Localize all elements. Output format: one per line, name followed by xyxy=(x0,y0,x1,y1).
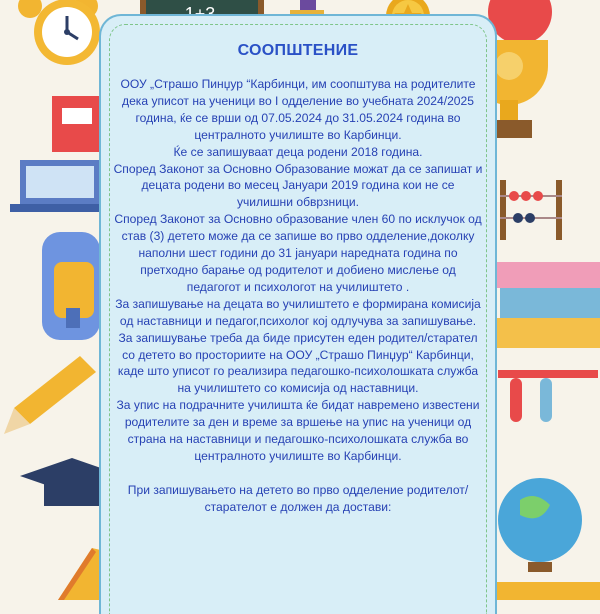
red-ball-icon xyxy=(488,0,552,44)
notice-title: СООПШТЕНИЕ xyxy=(237,42,359,59)
alarm-clock-icon xyxy=(18,0,100,65)
notice-paragraph-january: Според Законот за Основно Образование можат да се запишат и децата родени во месец Јануари 2019 година кои не се училишни обврзници. xyxy=(113,161,483,210)
notice-paragraph-article-60: Според Законот за Основно образование член 60 по исклучок од став (3) детето може да се запише во прво одделение,доколку наполни шест години до 31 јануари наредната година по претходно барање од родителот и добиено мислење од педагогот и психологот на училиштето . xyxy=(114,212,482,294)
globe-icon xyxy=(498,478,582,572)
notice-paragraph-birth-year: Ќе се запишуваат деца родени 2018 година. xyxy=(173,144,423,159)
notebook-icon xyxy=(52,96,100,152)
notice-paragraph-presence: За запишување треба да биде присутен еден родител/старател со детето во просториите на ООУ „Страшо Пинџур“ Карбинци, каде што уписот го реализира педагошко-психолошката служба на училиштето со комисија од наставници. xyxy=(117,330,479,396)
books-stack-icon xyxy=(496,262,600,348)
backpack-icon xyxy=(42,232,100,340)
notice-body xyxy=(112,76,484,516)
abacus-icon xyxy=(500,180,562,240)
laptop-icon xyxy=(10,160,100,212)
notice-paragraph-regional-schools: За упис на подрачните училишта ќе бидат навремено известени родителите за ден и време за вршење на упис на ученици од страна на наставници и педагошко-психолошката служба во централното училиште во Карбинци. xyxy=(116,398,480,463)
pencil-icon xyxy=(4,356,96,434)
notice-paragraph-commission: За запишување на децата во училиштето е формирана комисија од наставници и педагог,психолог кој одлучува за запишување. xyxy=(115,296,481,328)
notice-paragraph-enrollment: ООУ „Страшо Пинџур “Карбинци, им соопштува на родителите дека уписот на ученици во I одделение во учебната 2024/2025 година, ќе се врши од 07.05.2024 до 31.05.2024 година во централното училиште во Карбинци. xyxy=(120,77,476,142)
notice-paragraph-documents: При запишувањето на детето во прво одделение родителот/ старателот е должен да достави: xyxy=(127,482,469,514)
test-tubes-icon xyxy=(498,370,598,422)
